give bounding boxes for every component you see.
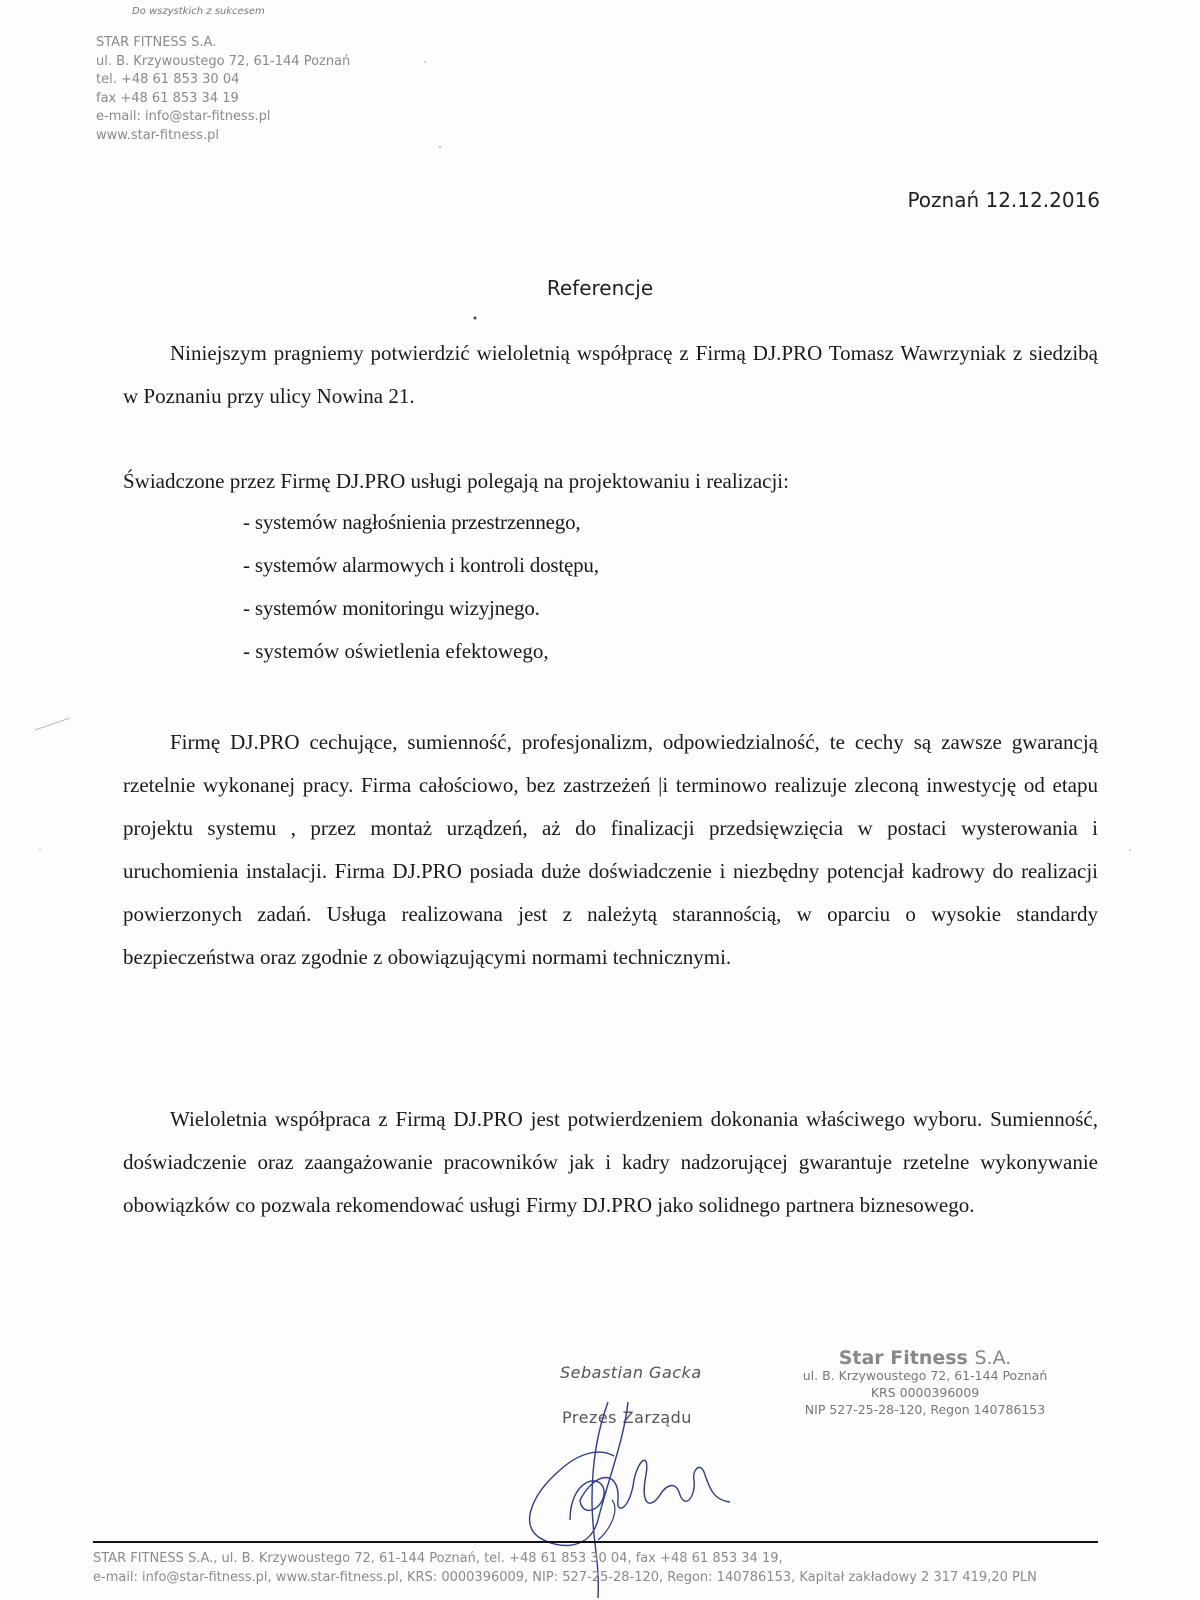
letterhead-fax: fax +48 61 853 34 19 — [96, 90, 239, 106]
stamp-company-suffix: S.A. — [974, 1347, 1012, 1369]
letterhead-phone: tel. +48 61 853 30 04 — [96, 72, 240, 87]
service-item: - systemów nagłośnienia przestrzennego, — [243, 510, 581, 534]
letterhead-tagline: Do wszystkich z sukcesem — [132, 6, 265, 17]
paragraph-recommendation — [123, 1098, 1098, 1227]
letterhead-website: www.star-fitness.pl — [96, 127, 219, 143]
stamp-address: ul. B. Krzywoustego 72, 61-144 Poznań — [802, 1368, 1048, 1383]
signatory-name: Sebastian Gacka — [560, 1363, 702, 1382]
signature-stroke — [598, 1500, 615, 1540]
signatory-role: Prezes Zarządu — [562, 1408, 692, 1427]
scan-dot — [474, 317, 477, 320]
letterhead — [96, 34, 350, 145]
paragraph-recommendation-text: Wieloletnia współpraca z Firmą DJ.PRO jest potwierdzeniem dokonania właściwego wyboru. Sumienność, doświadczenie oraz zaangażowanie pracowników jak i kadry nadzorującej gwarantuje rzetelne wykonywanie obowiązków co pozwala rekomendować usługi Firmy DJ.PRO jako solidnego partnera biznesowego. — [123, 1107, 1098, 1217]
letter-title — [0, 276, 1200, 300]
footer-divider — [93, 1541, 1098, 1543]
paragraph-intro — [123, 332, 1098, 418]
service-item: - systemów oświetlenia efektowego, — [243, 639, 549, 663]
stamp-company-name: Star Fitness — [838, 1347, 968, 1369]
footer — [93, 1549, 1037, 1587]
letterhead-email: e-mail: info@star-fitness.pl — [96, 109, 271, 124]
service-item: - systemów alarmowych i kontroli dostępu, — [243, 553, 599, 577]
footer-line-1: STAR FITNESS S.A., ul. B. Krzywoustego 72, 61-144 Poznań, tel. +48 61 853 30 04, fax +48 61 853 34 19, — [93, 1551, 783, 1566]
scan-dot — [39, 849, 41, 851]
scan-dot — [439, 146, 441, 148]
paragraph-qualities — [123, 721, 1098, 979]
paragraph-services-intro-text: Świadczone przez Firmę DJ.PRO usługi polegają na projektowaniu i realizacji: — [123, 469, 789, 493]
stamp-nip-regon: NIP 527-25-28-120, Regon 140786153 — [804, 1402, 1046, 1417]
letterhead-company: STAR FITNESS S.A. — [96, 35, 217, 50]
scan-mark — [35, 718, 70, 730]
signature-stroke — [530, 1402, 628, 1545]
service-item: - systemów monitoringu wizyjnego. — [243, 596, 540, 620]
letter-title-text: Referencje — [546, 276, 654, 300]
scan-dot — [1129, 849, 1131, 851]
scan-dot — [424, 61, 426, 63]
letterhead-address: ul. B. Krzywoustego 72, 61-144 Poznań — [96, 53, 351, 69]
paragraph-qualities-text: Firmę DJ.PRO cechujące, sumienność, profesjonalizm, odpowiedzialność, te cechy są zawsze gwarancją rzetelnie wykonanej pracy. Firma całościowo, bez zastrzeżeń |i terminowo realizuje zleconą inwestycję od etapu projektu systemu , przez montaż urządzeń, aż do finalizacji przedsięwzięcia w postaci wysterowania i uruchomienia instalacji. Firma DJ.PRO posiada duże doświadczenie i niezbędny potencjał kadrowy do realizacji powierzonych zadań. Usługa realizowana jest z należytą starannością, w oparciu o wysokie standardy bezpieczeństwa oraz zgodnie z obowiązującymi normami technicznymi. — [123, 730, 1098, 969]
footer-line-2: e-mail: info@star-fitness.pl, www.star-fitness.pl, KRS: 0000396009, NIP: 527-25-28-120, Regon: 140786153, Kapitał zakładowy 2 317 419,20 PLN — [93, 1570, 1037, 1585]
stamp-krs: KRS 0000396009 — [870, 1385, 980, 1400]
company-stamp — [770, 1347, 1080, 1418]
services-list — [243, 501, 599, 673]
stamp-title — [770, 1347, 1080, 1369]
paragraph-services-intro — [123, 460, 1098, 503]
letter-date: Poznań 12.12.2016 — [907, 188, 1100, 212]
paragraph-intro-text: Niniejszym pragniemy potwierdzić wieloletnią współpracę z Firmą DJ.PRO Tomasz Wawrzyniak z siedzibą w Poznaniu przy ulicy Nowina 21. — [123, 341, 1098, 408]
